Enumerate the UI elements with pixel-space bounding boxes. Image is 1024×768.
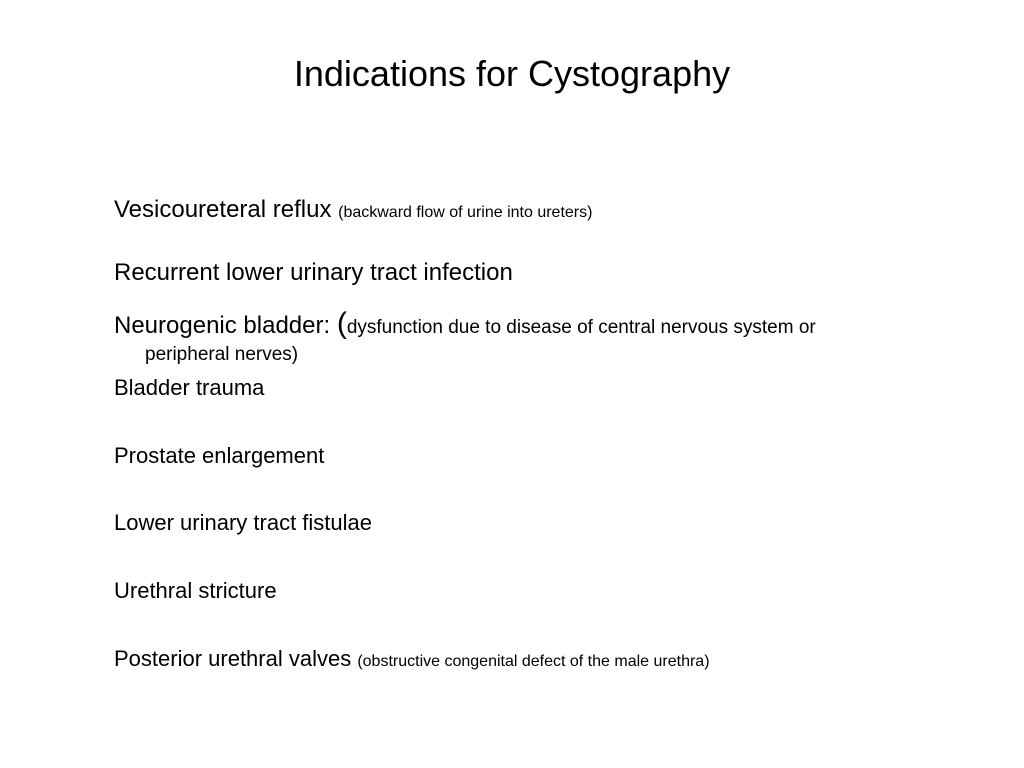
list-item-neurogenic-bladder-continuation: peripheral nerves) [145,344,299,365]
item-note-text: (obstructive congenital defect of the male urethra) [357,653,710,670]
item-main-text: Prostate enlargement [114,443,325,468]
item-main-text: Recurrent lower urinary tract infection [114,259,513,286]
item-main-text: Vesicoureteral reflux [114,196,339,223]
list-item-bladder-trauma [114,374,264,402]
list-item-neurogenic-bladder [114,308,816,344]
item-main-text: Bladder trauma [114,375,265,400]
item-main-text: Urethral stricture [114,578,277,603]
list-item-urethral-stricture [114,577,277,605]
list-item-prostate-enlargement [114,442,324,470]
item-note-text: dysfunction due to disease of central nervous system or [346,317,816,338]
list-item-posterior-urethral-valves [114,644,710,677]
slide-title: Indications for Cystography [293,53,731,94]
list-item-recurrent-uti [114,257,513,289]
list-item-urinary-tract-fistulae [114,509,372,537]
item-paren-text: ( [336,307,347,340]
item-main-text: Neurogenic bladder: [114,312,337,339]
item-main-text: Posterior urethral valves [114,646,358,671]
item-note-text: (backward flow of urine into ureters) [338,204,593,221]
list-item-vesicoureteral-reflux [114,194,592,229]
item-main-text: Lower urinary tract fistulae [114,510,372,535]
